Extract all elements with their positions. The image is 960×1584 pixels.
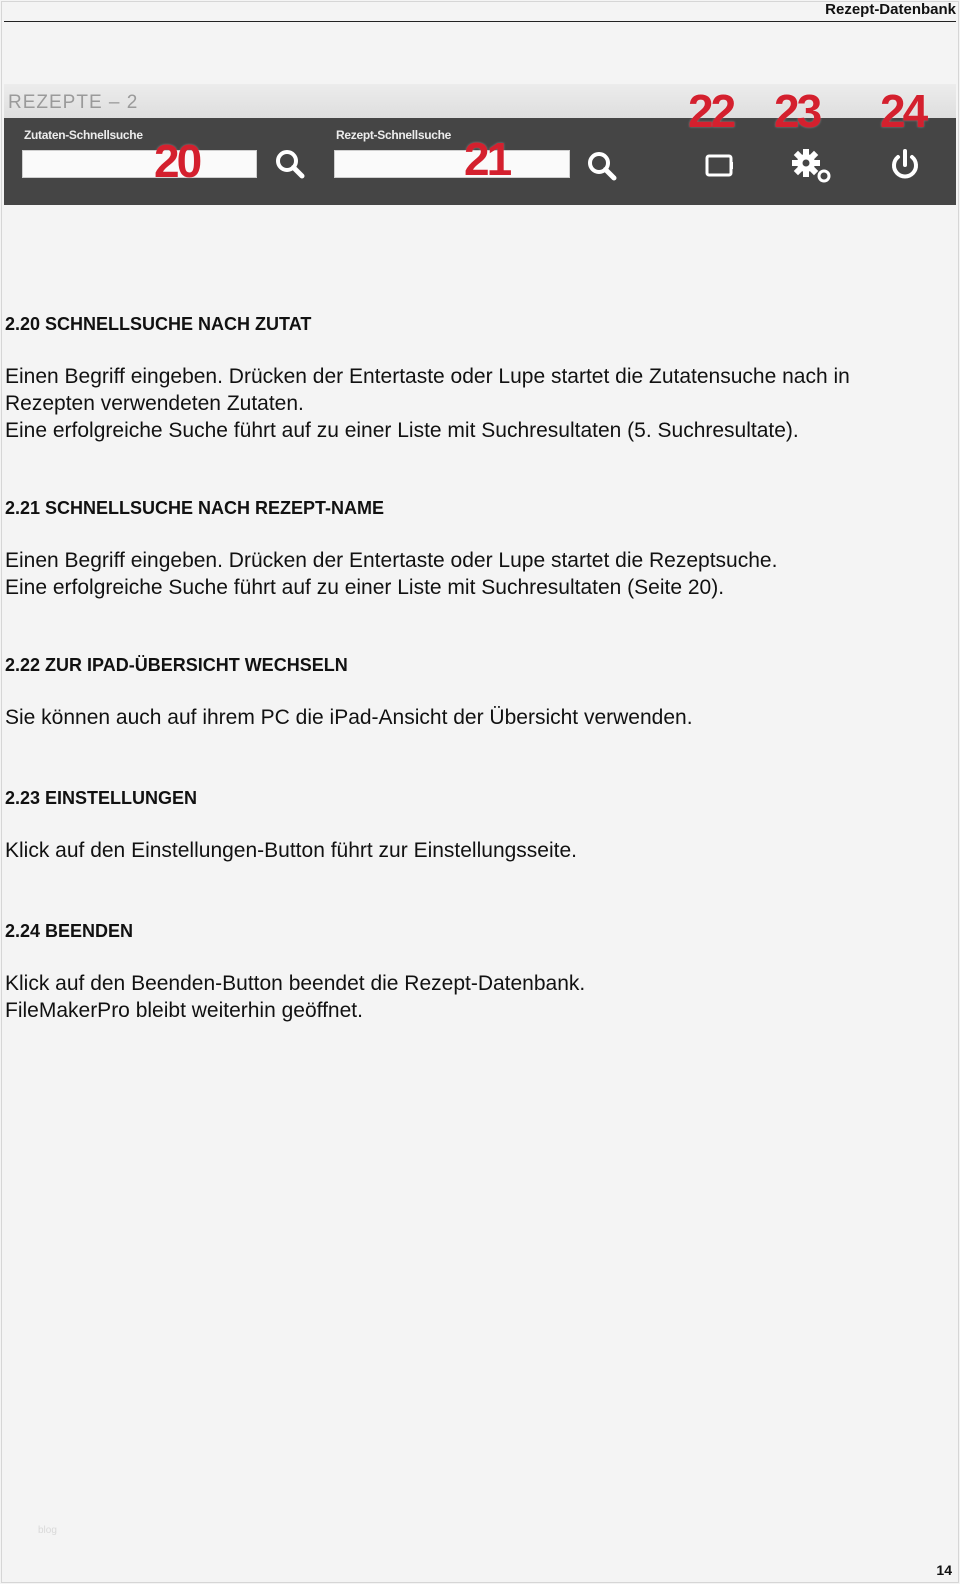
recipe-search-input[interactable] [334,150,570,178]
section-heading: 2.20 SCHNELLSUCHE NACH ZUTAT [5,314,312,334]
section-paragraph [5,704,953,731]
toolbar-screenshot [4,84,956,205]
page-number: 14 [936,1562,952,1578]
recipe-search-label: Rezept-Schnellsuche [336,128,451,142]
paragraph-line: Sie können auch auf ihrem PC die iPad-Ansicht der Übersicht verwenden. [5,706,693,729]
watermark: blog [38,1525,57,1536]
paragraph-line: Rezepten verwendeten Zutaten. [5,392,304,415]
paragraph-line: Einen Begriff eingeben. Drücken der Entertaste oder Lupe startet die Zutatensuche nach in [5,365,850,388]
running-header: Rezept-Datenbank [4,0,956,22]
section-2-22 [5,653,953,731]
section-2-21 [5,496,953,601]
callout-22: 22 [688,85,734,137]
section-2-23 [5,786,953,864]
section-heading: 2.24 BEENDEN [5,921,134,941]
section-paragraph [5,363,953,444]
paragraph-line: Klick auf den Beenden-Button beendet die Rezept-Datenbank. [5,972,586,995]
section-heading: 2.22 ZUR IPAD-ÜBERSICHT WECHSELN [5,655,348,675]
section-paragraph [5,547,953,601]
paragraph-line: Klick auf den Einstellungen-Button führt zur Einstellungsseite. [5,839,577,862]
section-paragraph [5,970,953,1024]
settings-gears-icon[interactable] [790,146,834,186]
section-heading: 2.21 SCHNELLSUCHE NACH REZEPT-NAME [5,498,385,518]
callout-20: 20 [154,135,200,187]
ipad-view-icon[interactable] [704,152,738,180]
paragraph-line: Eine erfolgreiche Suche führt auf zu einer Liste mit Suchresultaten (5. Suchresultate). [5,419,799,442]
ingredient-search-input[interactable] [22,150,257,178]
paragraph-line: Einen Begriff eingeben. Drücken der Entertaste oder Lupe startet die Rezeptsuche. [5,549,778,572]
section-heading: 2.23 EINSTELLUNGEN [5,788,198,808]
section-paragraph [5,837,953,864]
power-icon[interactable] [888,148,922,184]
callout-21: 21 [464,133,510,185]
search-icon[interactable] [586,150,618,182]
screenshot-window-title: REZEPTE – 2 [8,92,139,113]
ingredient-search-label: Zutaten-Schnellsuche [24,128,143,142]
document-body [5,312,953,1024]
callout-24: 24 [880,85,926,137]
section-2-20 [5,312,953,444]
paragraph-line: FileMakerPro bleibt weiterhin geöffnet. [5,999,363,1022]
callout-23: 23 [774,85,820,137]
paragraph-line: Eine erfolgreiche Suche führt auf zu einer Liste mit Suchresultaten (Seite 20). [5,576,725,599]
section-2-24 [5,919,953,1024]
search-icon[interactable] [274,148,306,180]
